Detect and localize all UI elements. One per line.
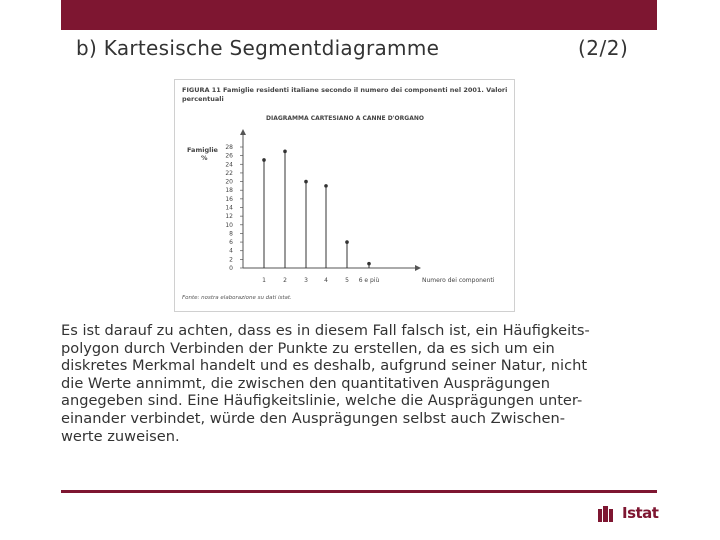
stem-point [262,158,266,162]
x-axis-label: Numero dei componenti [422,277,495,284]
x-tick-label: 4 [324,277,328,284]
stem-point [283,150,287,154]
y-tick-label: 0 [229,265,233,272]
y-tick-label: 12 [225,213,233,221]
paragraph-line: werte zuweisen. [61,427,180,445]
figure-source: Fonte: nostra elaborazione su dati istat. [182,295,292,301]
x-axis-arrow-icon [415,265,421,271]
slide-page-indicator: (2/2) [578,36,629,60]
figure-caption-number: FIGURA 11 [182,86,221,94]
paragraph-line: Es ist darauf zu achten, dass es in diesem Fall falsch ist, ein Häufigkeits- [61,322,590,339]
stem-point [345,240,349,244]
header-bar [61,0,657,30]
y-tick-label: 2 [229,256,233,264]
y-tick-label: 14 [225,204,233,212]
x-tick-label: 5 [345,277,349,284]
x-tick-label: 6 e più [358,277,380,284]
chart-title: DIAGRAMMA CARTESIANO A CANNE D'ORGANO [266,115,424,122]
y-axis-arrow-icon [240,129,246,135]
y-tick-label: 18 [225,187,233,195]
x-tick-label: 3 [304,277,308,284]
paragraph-line: diskretes Merkmal handelt und es deshalb, aufgrund seiner Natur, nicht [61,357,588,375]
figure-caption-line2: percentuali [182,95,224,103]
y-tick-label: 16 [225,195,233,203]
explanation-paragraph [61,322,661,445]
chart-figure [174,79,515,312]
figure-caption-line1: Famiglie residenti italiane secondo il numero dei componenti nel 2001. Valori [223,86,508,94]
paragraph-line: polygon durch Verbinden der Punkte zu erstellen, da es sich um ein [61,339,555,357]
istat-logo-text: Istat [622,504,659,522]
y-axis-unit: % [201,154,208,162]
stem-point [304,180,308,184]
y-tick-label: 24 [225,161,233,169]
istat-logo [598,504,658,524]
y-tick-label: 4 [229,247,233,255]
stem-point [324,184,328,188]
stem-point [367,262,371,266]
slide-title: b) Kartesische Segmentdiagramme [76,36,440,60]
paragraph-line: einander verbindet, würde den Ausprägungen selbst auch Zwischen- [61,409,565,427]
x-tick-label: 1 [262,277,266,284]
y-tick-label: 22 [225,169,233,177]
istat-logo-mark-icon [598,506,618,522]
paragraph-line: angegeben sind. Eine Häufigkeitslinie, welche die Ausprägungen unter- [61,392,583,410]
y-tick-label: 8 [229,230,233,238]
y-axis-label: Famiglie [187,146,218,154]
y-tick-label: 6 [229,239,233,247]
y-tick-label: 26 [225,152,233,160]
y-tick-label: 28 [225,144,233,151]
y-tick-label: 10 [225,221,233,229]
x-tick-label: 2 [283,277,287,284]
footer-rule [61,490,657,493]
stem-chart [175,80,514,311]
y-tick-label: 20 [225,178,233,186]
paragraph-line: die Werte annimmt, die zwischen den quantitativen Ausprägungen [61,374,550,392]
